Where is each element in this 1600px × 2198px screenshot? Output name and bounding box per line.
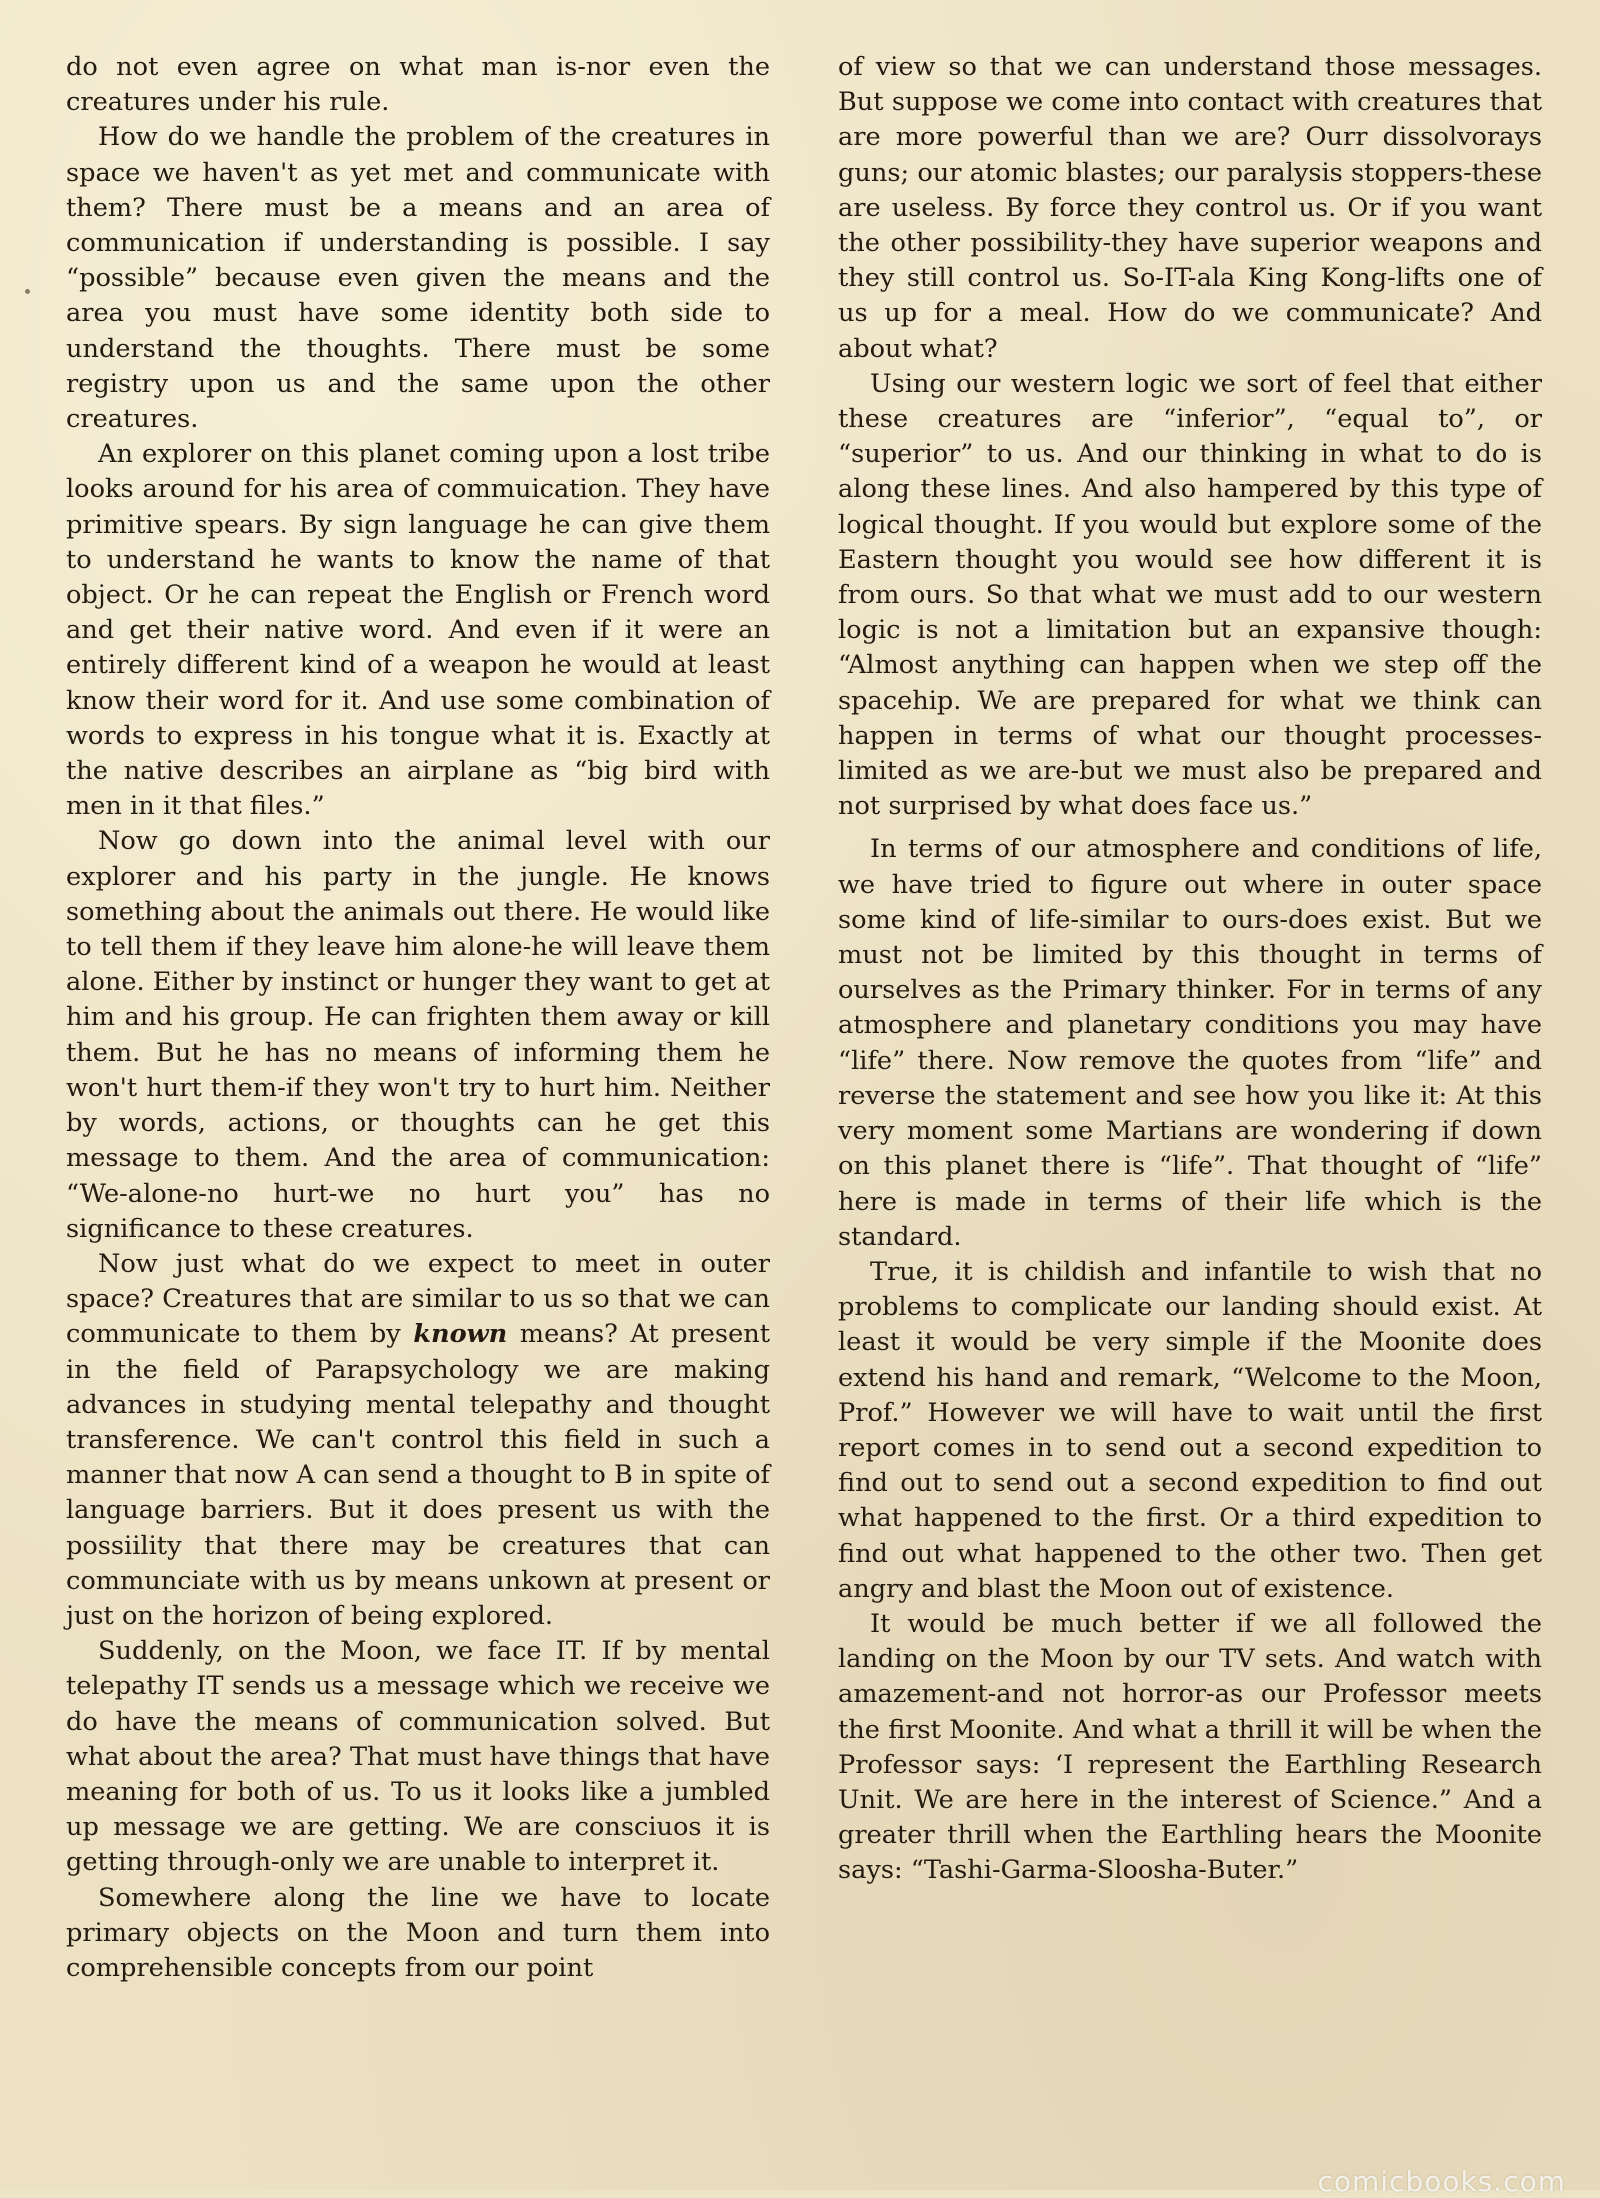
watermark: comicbooks.com [1317, 2165, 1566, 2198]
paragraph: of view so that we can understand those messages. But suppose we come into contact with creatures that are more powerful than we are? Ourr dissolvorays guns; our atomic blastes; our paralysis stoppers-these are useless. By force they control us. Or if you want the other possibility-they have superior weapons and they still control us. So-IT-ala King Kong-lifts one of us up for a meal. How do we communicate? And about what? [838, 52, 1542, 364]
paragraph: Now go down into the animal level with our explorer and his party in the jungle. He knows something about the animals out there. He would like to tell them if they leave him alone-he will leave them alone. Either by instinct or hunger they want to get at him and his group. He can frighten them away or kill them. But he has no means of informing them he won't hurt them-if they won't try to hurt him. Neither by words, actions, or thoughts can he get this message to them. And the area of communication: “We-alone-no hurt-we no hurt you” has no significance to these creatures. [66, 826, 770, 1244]
paragraph: In terms of our atmosphere and conditions of life, we have tried to figure out where in outer space some kind of life-similar to ours-does exist. But we must not be limited by this thought in terms of ourselves as the Primary thinker. For in terms of any atmosphere and planetary conditions you may have “life” there. Now remove the quotes from “life” and reverse the statement and see how you like it: At this very moment some Martians are wondering if down on this planet there is “life”. That thought of “life” here is made in terms of their life which is the standard. [838, 834, 1542, 1252]
paragraph: True, it is childish and infantile to wish that no problems to complicate our landing should exist. At least it would be very simple if the Moonite does extend his hand and remark, “Welcome to the Moon, Prof.” However we will have to wait until the first report comes in to send out a second expedition to find out to send out a second expedition to find out what happened to the first. Or a third expedition to find out what happened to the other two. Then get angry and blast the Moon out of existence. [838, 1256, 1542, 1604]
margin-speck [25, 289, 30, 294]
left-text-column [66, 50, 770, 1986]
paragraph-text: Now just what do we expect to meet in outer space? Creatures that are similar to us so that we can communicate to them by [66, 1248, 770, 1350]
paragraph: Somewhere along the line we have to locate primary objects on the Moon and turn them into comprehensible concepts from our point [66, 1882, 770, 1983]
paragraph [66, 1247, 770, 1634]
paragraph: How do we handle the problem of the creatures in space we haven't as yet met and communicate with them? There must be a means and an area of communication if understanding is possible. I say “possible” because even given the means and the area you must have some identity both side to understand the thoughts. There must be some registry upon us and the same upon the other creatures. [66, 122, 770, 435]
paragraph: Using our western logic we sort of feel that either these creatures are “inferior”, “equal to”, or “superior” to us. And our thinking in what to do is along these lines. And also hampered by this type of logical thought. If you would but explore some of the Eastern thought you would see how different it is from ours. So that what we must add to our western logic is not a limitation but an expansive though: “Almost anything can happen when we step off the spacehip. We are prepared for what we think can happen in terms of what our thought processes-limited as we are-but we must also be prepared and not surprised by what does face us.” [838, 368, 1542, 822]
paragraph: It would be much better if we all followed the landing on the Moon by our TV sets. And watch with amazement-and not horror-as our Professor meets the first Moonite. And what a thrill it will be when the Professor says: ‘I represent the Earthling Research Unit. We are here in the interest of Science.” And a greater thrill when the Earthling hears the Moonite says: “Tashi-Garma-Sloosha-Buter.” [838, 1608, 1542, 1886]
paragraph-text: means? At present in the field of Parapsychology we are making advances in studying mental telepathy and thought transference. We can't control this field in such a manner that now A can send a thought to B in spite of language barriers. But it does present us with the possiility that there may be creatures that can communciate with us by means unkown at present or just on the horizon of being explored. [66, 1319, 770, 1631]
paragraph: Suddenly, on the Moon, we face IT. If by mental telepathy IT sends us a message which we receive we do have the means of communication solved. But what about the area? That must have things that have meaning for both of us. To us it looks like a jumbled up message we are getting. We are consciuos it is getting through-only we are unable to interpret it. [66, 1636, 770, 1878]
paragraph: An explorer on this planet coming upon a lost tribe looks around for his area of commuication. They have primitive spears. By sign language he can give them to understand he wants to know the name of that object. Or he can repeat the English or French word and get their native word. And even if it were an entirely different kind of a weapon he would at least know their word for it. And use some combination of words to express in his tongue what it is. Exactly at the native describes an airplane as “big bird with men in it that files.” [66, 439, 770, 822]
right-text-column [838, 50, 1542, 1889]
emphasized-word: known [413, 1319, 508, 1350]
paragraph: do not even agree on what man is-nor even the creatures under his rule. [66, 52, 770, 118]
